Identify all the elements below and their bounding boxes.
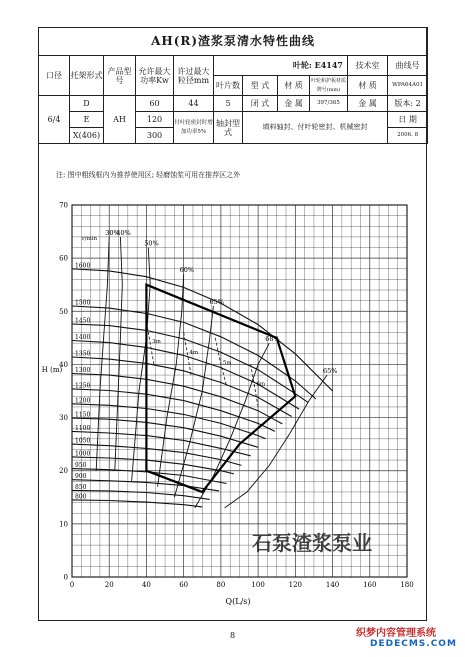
efficiency-curve [158,274,184,487]
x-tick-label: 160 [363,581,377,589]
power-d: 60 [136,96,174,112]
site-watermark-cn: 织梦内容管理系统 [356,628,436,639]
grid-minor [72,205,407,577]
y-tick-label: 70 [59,201,68,210]
npsh-label: 4m [189,349,199,356]
frame-e: E [70,112,104,128]
y-tick-label: 60 [59,254,68,263]
version: 版本: 2 [388,96,428,112]
speed-label: 1250 [75,382,91,390]
seal-note: 付叶轮密封时增加功率5% [174,112,214,144]
metal-code: 397/365 [310,96,348,112]
chart-title: AH(R)渣浆泵清水特性曲线 [39,28,428,56]
material-label: 材 质 [278,76,310,96]
power-label: 允许最大功率Kw [136,56,174,96]
speed-label: 950 [75,462,87,470]
speed-label: 1050 [75,437,91,445]
model-value: AH [104,96,136,144]
page-number: 8 [230,631,236,640]
speed-label: 1200 [75,397,91,405]
speed-label: 1350 [75,350,91,358]
vanes-value: 5 [214,96,243,112]
curve-no-label: 曲线号 [388,56,428,76]
x-tick-label: 80 [216,581,226,589]
x-tick-label: 140 [325,581,340,589]
frame-d: D [70,96,104,112]
efficiency-label: 65% [209,297,224,306]
speed-label: 1300 [75,366,91,374]
bore-label: 口径 [39,56,70,96]
speed-label: 900 [75,473,87,481]
speed-label: 1450 [75,317,91,325]
particle-value: 44 [174,96,214,112]
seal-type-label: 轴封型式 [214,112,243,144]
x-tick-label: 20 [104,581,114,589]
material2-label: 材 质 [348,76,388,96]
y-tick-label: 0 [63,573,68,582]
speed-label: 1400 [75,334,91,342]
date-label: 日 期 [388,112,428,128]
speed-unit-label: r/min [82,236,97,242]
efficiency-label: 30% [105,228,120,237]
y-tick-label: 30 [59,414,68,423]
speed-label: 1600 [75,262,91,270]
particle-label: 许过最大粒径mm [174,56,214,96]
speed-label: 1100 [75,424,91,432]
x-tick-label: 120 [288,581,303,589]
bore-value: 6/4 [39,96,70,144]
vanes-label: 叶片数 [214,76,243,96]
speed-label: 1150 [75,411,91,419]
power-x: 300 [136,128,174,144]
date-value: 2006. 8 [388,128,428,144]
efficiency-label: 68% [265,335,280,344]
dept-label: 技术室 [348,56,388,76]
site-watermark-en: DEDECMS.COM [370,639,457,649]
watermark: 石泵渣浆泵业 [252,531,372,555]
npsh-label: 6m [256,381,266,388]
y-tick-label: 40 [59,360,68,369]
npsh-label: 3m [152,339,161,346]
efficiency-label: 65% [322,367,338,376]
speed-label: 1500 [75,299,91,307]
usage-note: 注: 图中粗线框内为推荐使用区; 轻磨蚀浆可用在推荐区之外 [56,171,241,179]
efficiency-curves [96,229,337,508]
efficiency-label: 60% [179,266,195,275]
efficiency-label: 40% [116,228,131,237]
x-tick-label: 0 [69,581,75,589]
power-e: 120 [136,112,174,128]
frame-label: 托架形式 [70,56,104,96]
x-axis-label: Q(L/s) [225,597,251,606]
model-label: 产品型号 [104,56,136,96]
speed-label: 850 [75,483,87,491]
efficiency-label: 50% [144,239,159,248]
curve-no: WPA64A01 [388,76,428,96]
frame-x: X(406) [70,128,104,144]
seal-desc: 填料轴封、付叶轮密封、机械密封 [243,112,388,144]
y-axis-label: H (m) [41,366,63,374]
type-label: 型 式 [243,76,278,96]
x-tick-label: 180 [400,581,414,589]
metal1: 金 属 [278,96,310,112]
x-tick-label: 100 [251,581,265,589]
impeller-label: 叶轮: E4147 [214,56,348,76]
speed-curve [72,389,275,432]
material-code-label: 叶轮和护板材质牌号(mm) [310,76,348,96]
y-tick-label: 10 [59,520,68,529]
x-tick-label: 60 [179,581,189,589]
speed-label: 800 [75,493,87,501]
metal2: 金 属 [348,96,388,112]
y-tick-label: 50 [59,307,68,316]
speed-label: 1000 [75,450,91,458]
speed-curve [72,490,210,499]
npsh-label: 5m [222,360,232,367]
x-tick-label: 40 [141,581,151,589]
closed-type: 闭 式 [243,96,278,112]
y-tick-label: 20 [59,467,68,476]
